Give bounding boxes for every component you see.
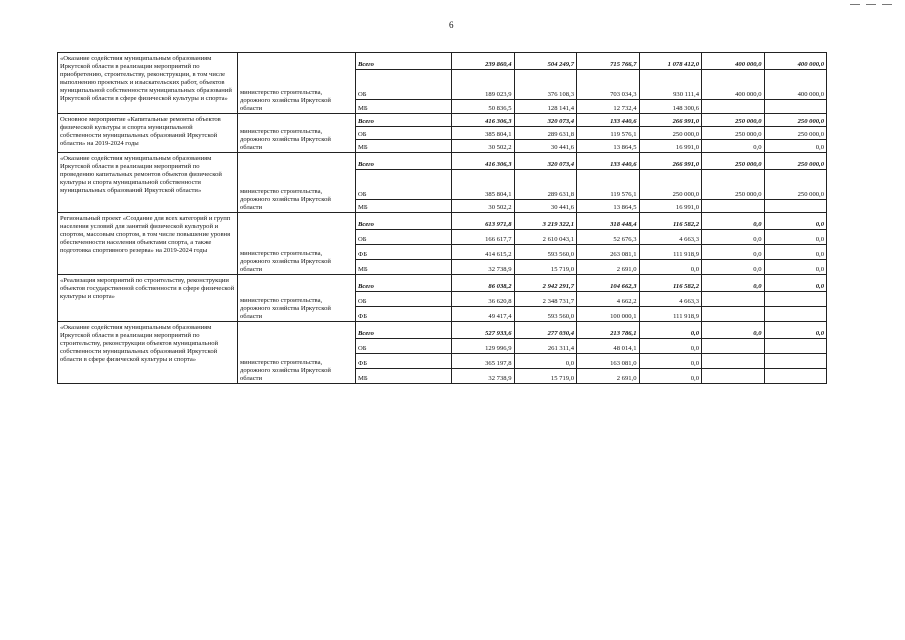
amount-year-1: 36 620,8 xyxy=(452,292,515,307)
amount-year-5: 0,0 xyxy=(702,230,765,245)
funding-source: МБ xyxy=(356,140,452,153)
amount-year-1: 385 804,1 xyxy=(452,170,515,200)
responsible-executor: министерство строительства, дорожного хозяйства Иркутской области xyxy=(238,213,356,275)
amount-year-1: 166 617,7 xyxy=(452,230,515,245)
amount-year-3: 13 864,5 xyxy=(577,200,640,213)
budget-table xyxy=(57,52,827,384)
amount-year-6: 0,0 xyxy=(764,245,827,260)
amount-year-2: 2 348 731,7 xyxy=(514,292,577,307)
activity-description: «Оказание содействия муниципальным образованиям Иркутской области в реализации мероприятий по строительству, реконструкции объектов муниципальной собственности муниципальных образований Иркутской области в сфере физической культуры и спорта» xyxy=(58,322,238,384)
funding-source: МБ xyxy=(356,100,452,114)
amount-year-6: 250 000,0 xyxy=(764,114,827,127)
amount-year-5 xyxy=(702,354,765,369)
amount-year-2: 320 073,4 xyxy=(514,153,577,170)
amount-year-2: 30 441,6 xyxy=(514,200,577,213)
scan-artifact xyxy=(850,4,860,5)
amount-year-5 xyxy=(702,292,765,307)
activity-description: «Оказание содействия муниципальным образованиям Иркутской области в реализации мероприятий по приобретению, строительству, реконструкции, в том числе выполнению проектных и изыскательских работ, объектов муниципальной собственности муниципальных образований Иркутской области в сфере физической культуры и спорта» xyxy=(58,53,238,114)
funding-source: МБ xyxy=(356,369,452,384)
amount-year-6: 0,0 xyxy=(764,322,827,339)
amount-year-4: 266 991,0 xyxy=(639,114,702,127)
funding-source: Всего xyxy=(356,114,452,127)
amount-year-3: 52 676,3 xyxy=(577,230,640,245)
amount-year-5 xyxy=(702,339,765,354)
amount-year-4: 4 663,3 xyxy=(639,292,702,307)
scan-artifact xyxy=(882,4,892,5)
amount-year-5: 250 000,0 xyxy=(702,153,765,170)
funding-source: ОБ xyxy=(356,292,452,307)
activity-description: «Оказание содействия муниципальным образованиям Иркутской области в реализации мероприятий по проведению капитальных ремонтов объектов физической культуры и спорта муниципальной собственности муниципальных образований Иркутской области» xyxy=(58,153,238,213)
amount-year-5: 250 000,0 xyxy=(702,127,765,140)
responsible-executor: министерство строительства, дорожного хозяйства Иркутской области xyxy=(238,275,356,322)
amount-year-3: 263 081,1 xyxy=(577,245,640,260)
amount-year-4: 4 663,3 xyxy=(639,230,702,245)
amount-year-1: 414 615,2 xyxy=(452,245,515,260)
table-row xyxy=(58,53,827,70)
amount-year-4: 0,0 xyxy=(639,260,702,275)
amount-year-1: 527 933,6 xyxy=(452,322,515,339)
amount-year-6: 400 000,0 xyxy=(764,70,827,100)
amount-year-2: 0,0 xyxy=(514,354,577,369)
amount-year-5: 0,0 xyxy=(702,140,765,153)
amount-year-6: 250 000,0 xyxy=(764,153,827,170)
amount-year-3: 163 081,0 xyxy=(577,354,640,369)
amount-year-1: 189 023,9 xyxy=(452,70,515,100)
amount-year-1: 416 306,3 xyxy=(452,114,515,127)
amount-year-4: 0,0 xyxy=(639,369,702,384)
amount-year-2: 504 249,7 xyxy=(514,53,577,70)
amount-year-2: 261 311,4 xyxy=(514,339,577,354)
amount-year-3: 213 786,1 xyxy=(577,322,640,339)
amount-year-6: 0,0 xyxy=(764,213,827,230)
amount-year-5 xyxy=(702,200,765,213)
amount-year-1: 32 738,9 xyxy=(452,369,515,384)
amount-year-4: 250 000,0 xyxy=(639,170,702,200)
table-row xyxy=(58,213,827,230)
amount-year-6: 250 000,0 xyxy=(764,170,827,200)
amount-year-1: 613 971,8 xyxy=(452,213,515,230)
amount-year-5 xyxy=(702,100,765,114)
scan-artifact xyxy=(866,4,876,5)
amount-year-3: 4 662,2 xyxy=(577,292,640,307)
amount-year-3: 318 448,4 xyxy=(577,213,640,230)
amount-year-2: 15 719,0 xyxy=(514,369,577,384)
funding-source: ОБ xyxy=(356,339,452,354)
responsible-executor: министерство строительства, дорожного хозяйства Иркутской области xyxy=(238,322,356,384)
responsible-executor: министерство строительства, дорожного хозяйства Иркутской области xyxy=(238,114,356,153)
amount-year-1: 239 860,4 xyxy=(452,53,515,70)
page-number: 6 xyxy=(449,20,454,30)
amount-year-6: 0,0 xyxy=(764,275,827,292)
funding-source: ОБ xyxy=(356,170,452,200)
amount-year-2: 289 631,8 xyxy=(514,170,577,200)
amount-year-6 xyxy=(764,100,827,114)
amount-year-3: 104 662,3 xyxy=(577,275,640,292)
amount-year-5: 0,0 xyxy=(702,275,765,292)
amount-year-1: 30 502,2 xyxy=(452,140,515,153)
table-row xyxy=(58,275,827,292)
amount-year-1: 385 804,1 xyxy=(452,127,515,140)
amount-year-3: 12 732,4 xyxy=(577,100,640,114)
amount-year-2: 289 631,8 xyxy=(514,127,577,140)
amount-year-3: 703 034,3 xyxy=(577,70,640,100)
responsible-executor: министерство строительства, дорожного хозяйства Иркутской области xyxy=(238,153,356,213)
amount-year-2: 15 719,0 xyxy=(514,260,577,275)
amount-year-1: 30 502,2 xyxy=(452,200,515,213)
amount-year-3: 2 691,0 xyxy=(577,369,640,384)
amount-year-3: 119 576,1 xyxy=(577,170,640,200)
funding-source: Всего xyxy=(356,275,452,292)
amount-year-2: 593 560,0 xyxy=(514,307,577,322)
amount-year-4: 930 111,4 xyxy=(639,70,702,100)
amount-year-4: 16 991,0 xyxy=(639,140,702,153)
amount-year-3: 715 766,7 xyxy=(577,53,640,70)
amount-year-3: 119 576,1 xyxy=(577,127,640,140)
amount-year-4: 250 000,0 xyxy=(639,127,702,140)
amount-year-6 xyxy=(764,354,827,369)
amount-year-2: 2 610 043,1 xyxy=(514,230,577,245)
amount-year-5: 250 000,0 xyxy=(702,170,765,200)
amount-year-1: 86 038,2 xyxy=(452,275,515,292)
amount-year-5: 0,0 xyxy=(702,260,765,275)
amount-year-4: 111 918,9 xyxy=(639,245,702,260)
amount-year-4: 16 991,0 xyxy=(639,200,702,213)
amount-year-3: 13 864,5 xyxy=(577,140,640,153)
funding-source: МБ xyxy=(356,260,452,275)
amount-year-1: 49 417,4 xyxy=(452,307,515,322)
activity-description: Основное мероприятие «Капитальные ремонты объектов физической культуры и спорта муниципальной собственности муниципальных образований Иркутской области» на 2019-2024 годы xyxy=(58,114,238,153)
funding-source: Всего xyxy=(356,322,452,339)
amount-year-2: 128 141,4 xyxy=(514,100,577,114)
amount-year-2: 593 560,0 xyxy=(514,245,577,260)
amount-year-4: 0,0 xyxy=(639,339,702,354)
amount-year-5 xyxy=(702,369,765,384)
amount-year-2: 30 441,6 xyxy=(514,140,577,153)
amount-year-4: 1 078 412,0 xyxy=(639,53,702,70)
amount-year-5 xyxy=(702,307,765,322)
amount-year-2: 3 219 322,1 xyxy=(514,213,577,230)
amount-year-1: 129 996,9 xyxy=(452,339,515,354)
amount-year-1: 32 738,9 xyxy=(452,260,515,275)
funding-source: ОБ xyxy=(356,70,452,100)
amount-year-4: 111 918,9 xyxy=(639,307,702,322)
amount-year-3: 100 000,1 xyxy=(577,307,640,322)
activity-description: «Реализация мероприятий по строительству, реконструкции объектов государственной собственности в сфере физической культуры и спорта» xyxy=(58,275,238,322)
amount-year-4: 116 582,2 xyxy=(639,213,702,230)
amount-year-4: 0,0 xyxy=(639,354,702,369)
amount-year-3: 133 440,6 xyxy=(577,153,640,170)
amount-year-3: 133 440,6 xyxy=(577,114,640,127)
amount-year-2: 277 030,4 xyxy=(514,322,577,339)
amount-year-6 xyxy=(764,292,827,307)
table-row xyxy=(58,114,827,127)
amount-year-4: 0,0 xyxy=(639,322,702,339)
amount-year-2: 2 942 291,7 xyxy=(514,275,577,292)
amount-year-4: 116 582,2 xyxy=(639,275,702,292)
amount-year-1: 365 197,8 xyxy=(452,354,515,369)
amount-year-6 xyxy=(764,369,827,384)
amount-year-1: 50 836,5 xyxy=(452,100,515,114)
funding-source: ОБ xyxy=(356,230,452,245)
amount-year-2: 320 073,4 xyxy=(514,114,577,127)
amount-year-5: 400 000,0 xyxy=(702,53,765,70)
amount-year-6 xyxy=(764,307,827,322)
amount-year-4: 148 300,6 xyxy=(639,100,702,114)
amount-year-6: 250 000,0 xyxy=(764,127,827,140)
amount-year-6: 0,0 xyxy=(764,260,827,275)
funding-source: ФБ xyxy=(356,245,452,260)
funding-source: ФБ xyxy=(356,354,452,369)
table-row xyxy=(58,153,827,170)
amount-year-5: 400 000,0 xyxy=(702,70,765,100)
funding-source: ФБ xyxy=(356,307,452,322)
amount-year-6 xyxy=(764,200,827,213)
funding-source: ОБ xyxy=(356,127,452,140)
amount-year-6: 400 000,0 xyxy=(764,53,827,70)
amount-year-4: 266 991,0 xyxy=(639,153,702,170)
amount-year-3: 48 014,1 xyxy=(577,339,640,354)
funding-source: Всего xyxy=(356,213,452,230)
amount-year-5: 0,0 xyxy=(702,245,765,260)
activity-description: Региональный проект «Создание для всех категорий и групп населения условий для занятий физической культурой и спортом, массовым спортом, в том числе повышение уровня обеспеченности населения объектами спорта, а также подготовка спортивного резерва» на 2019-2024 годы xyxy=(58,213,238,275)
amount-year-2: 376 108,3 xyxy=(514,70,577,100)
amount-year-5: 0,0 xyxy=(702,322,765,339)
funding-source: Всего xyxy=(356,153,452,170)
responsible-executor: министерство строительства, дорожного хозяйства Иркутской области xyxy=(238,53,356,114)
amount-year-6 xyxy=(764,339,827,354)
amount-year-5: 0,0 xyxy=(702,213,765,230)
amount-year-1: 416 306,3 xyxy=(452,153,515,170)
funding-source: МБ xyxy=(356,200,452,213)
amount-year-6: 0,0 xyxy=(764,230,827,245)
amount-year-5: 250 000,0 xyxy=(702,114,765,127)
funding-source: Всего xyxy=(356,53,452,70)
table-row xyxy=(58,322,827,339)
amount-year-6: 0,0 xyxy=(764,140,827,153)
amount-year-3: 2 691,0 xyxy=(577,260,640,275)
